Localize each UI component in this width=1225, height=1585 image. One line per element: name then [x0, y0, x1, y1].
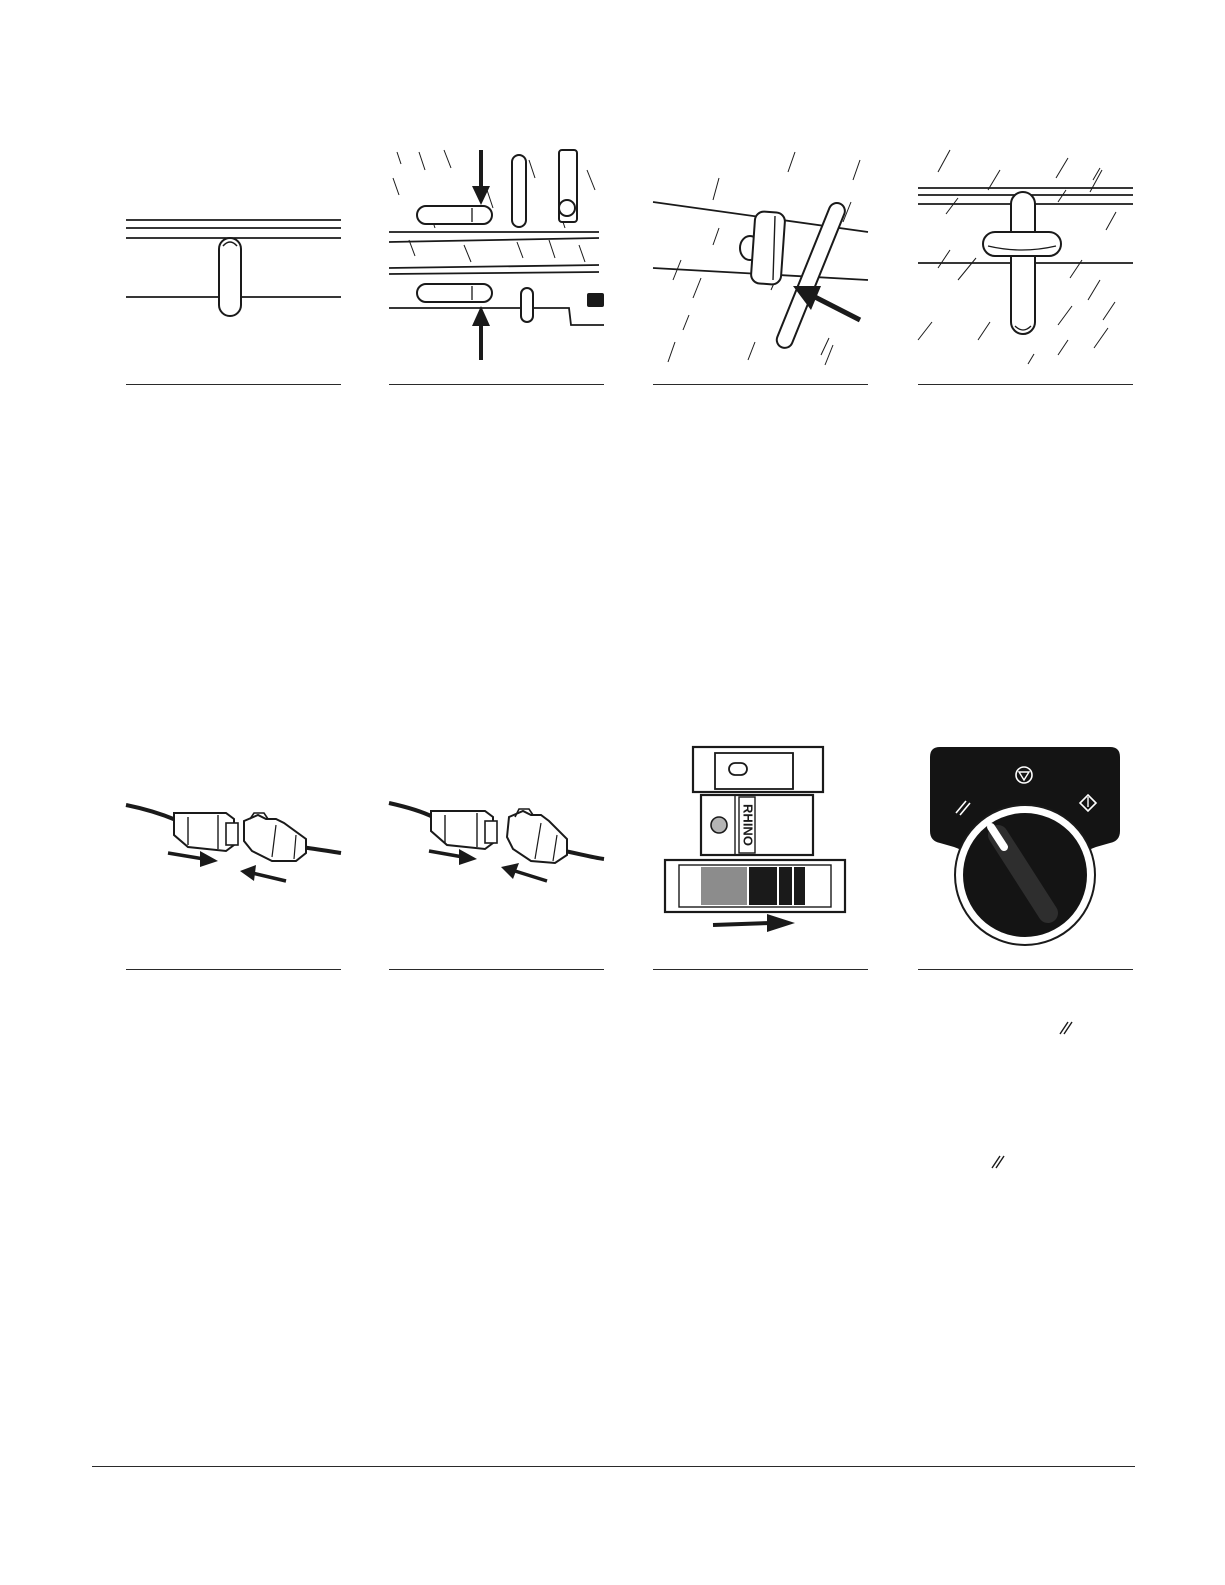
figure-clip-slots-arrows	[389, 150, 604, 385]
figure-connector-push-2	[389, 735, 604, 970]
page-footer-rule	[92, 1466, 1135, 1467]
figure-rhino-switch-slide	[653, 735, 868, 970]
rhino-brand-label: RHINO	[740, 804, 756, 846]
figure-baseline	[918, 969, 1133, 970]
figure-baseline	[126, 969, 341, 970]
figure-baseline	[653, 969, 868, 970]
connector-illustration	[126, 735, 341, 970]
figure-baseline	[389, 969, 604, 970]
figure-baseline	[918, 384, 1133, 385]
clip-top-view-illustration	[126, 150, 341, 385]
clip-crossed-illustration	[918, 150, 1133, 385]
connector-illustration-2	[389, 735, 604, 970]
figure-clip-top-view	[126, 150, 341, 385]
double-slash-icon	[990, 1152, 1006, 1170]
figure-baseline	[389, 384, 604, 385]
figure-selector-knob	[918, 735, 1133, 970]
figure-clip-crossed	[918, 150, 1133, 385]
figure-clip-angled-insert	[653, 150, 868, 385]
figure-connector-push	[126, 735, 341, 970]
double-slash-icon	[1058, 1018, 1074, 1036]
rhino-switch-illustration	[653, 735, 868, 970]
clip-angled-illustration	[653, 150, 868, 385]
clip-slots-illustration	[389, 150, 604, 385]
selector-knob-illustration	[918, 735, 1133, 970]
figure-baseline	[653, 384, 868, 385]
connector-body	[126, 805, 341, 861]
figure-baseline	[126, 384, 341, 385]
